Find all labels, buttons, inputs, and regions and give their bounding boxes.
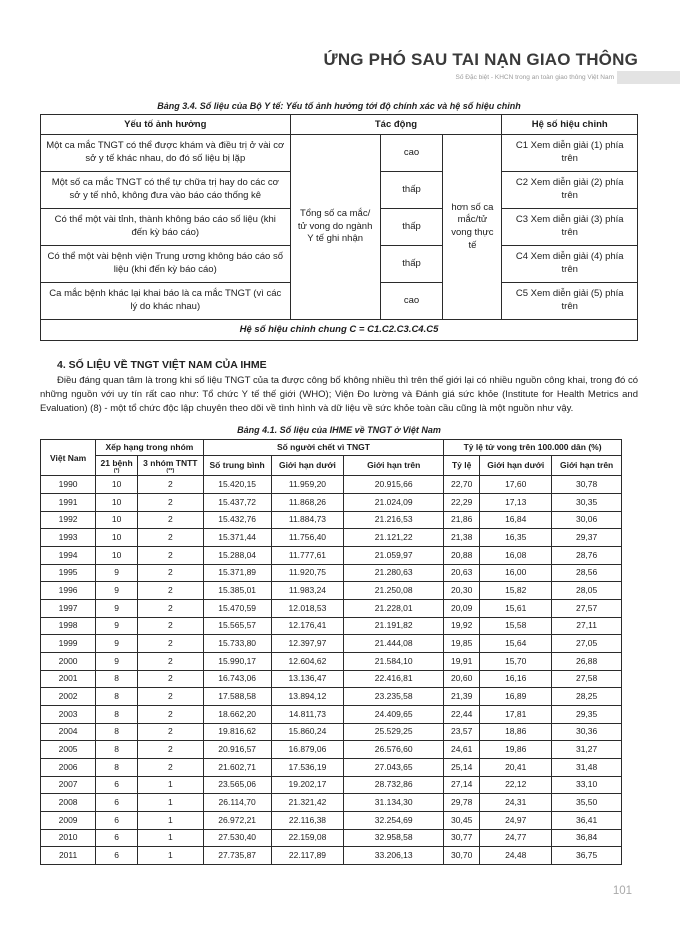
factor-cell: Một ca mắc TNGT có thể được khám và điều trị ở vài cơ sở y tế khác nhau, do đó số liệu bị lặp	[41, 135, 291, 172]
value-cell: 30,78	[552, 476, 622, 494]
value-cell: 8	[96, 723, 138, 741]
table-row	[41, 653, 622, 671]
year-cell: 2010	[41, 829, 96, 847]
table-row	[41, 547, 622, 565]
table41-group-rate: Tỷ lệ tử vong trên 100.000 dân (%)	[444, 440, 622, 456]
year-cell: 2005	[41, 741, 96, 759]
table-row	[41, 723, 622, 741]
value-cell: 16,35	[480, 529, 552, 547]
value-cell: 2	[138, 741, 204, 759]
table34-header-row	[41, 115, 638, 135]
value-cell: 16,08	[480, 547, 552, 565]
table-row	[41, 135, 638, 172]
value-cell: 15,82	[480, 582, 552, 600]
report-subtitle: Số Đặc biệt - KHCN trong an toàn giao thông Việt Nam	[455, 74, 614, 81]
year-cell: 2006	[41, 758, 96, 776]
value-cell: 18,86	[480, 723, 552, 741]
value-cell: 11.983,24	[271, 582, 344, 600]
value-cell: 9	[96, 617, 138, 635]
value-cell: 11.920,75	[271, 564, 344, 582]
value-cell: 22,70	[444, 476, 480, 494]
value-cell: 22.159,08	[271, 829, 344, 847]
value-cell: 19.816,62	[203, 723, 271, 741]
value-cell: 16.743,06	[203, 670, 271, 688]
value-cell: 8	[96, 706, 138, 724]
value-cell: 36,75	[552, 847, 622, 865]
header-label: 21 bệnh	[100, 457, 133, 468]
value-cell: 15.733,80	[203, 635, 271, 653]
value-cell: 1	[138, 847, 204, 865]
value-cell: 19,85	[444, 635, 480, 653]
value-cell: 9	[96, 653, 138, 671]
value-cell: 31,27	[552, 741, 622, 759]
value-cell: 15.860,24	[271, 723, 344, 741]
table34-header-coefficient: Hệ số hiệu chỉnh	[502, 115, 638, 135]
year-cell: 1993	[41, 529, 96, 547]
value-cell: 23.235,58	[344, 688, 444, 706]
table-row	[41, 706, 622, 724]
coefficient-cell: C2 Xem diễn giải (2) phía trên	[502, 172, 638, 209]
value-cell: 31.134,30	[344, 794, 444, 812]
value-cell: 19,92	[444, 617, 480, 635]
value-cell: 30,45	[444, 811, 480, 829]
value-cell: 21.216,53	[344, 511, 444, 529]
value-cell: 21.024,09	[344, 494, 444, 512]
value-cell: 2	[138, 494, 204, 512]
table41-group-header-row	[41, 440, 622, 456]
value-cell: 28,56	[552, 564, 622, 582]
value-cell: 21.250,08	[344, 582, 444, 600]
value-cell: 1	[138, 811, 204, 829]
header-decoration-bar	[617, 71, 680, 84]
value-cell: 16,89	[480, 688, 552, 706]
table-row	[41, 564, 622, 582]
value-cell: 27.530,40	[203, 829, 271, 847]
value-cell: 6	[96, 847, 138, 865]
value-cell: 35,50	[552, 794, 622, 812]
value-cell: 8	[96, 741, 138, 759]
value-cell: 15,58	[480, 617, 552, 635]
value-cell: 30,70	[444, 847, 480, 865]
value-cell: 17.588,58	[203, 688, 271, 706]
impact-level-cell: cao	[380, 135, 443, 172]
value-cell: 16.879,06	[271, 741, 344, 759]
value-cell: 12.176,41	[271, 617, 344, 635]
value-cell: 21.059,97	[344, 547, 444, 565]
value-cell: 1	[138, 776, 204, 794]
value-cell: 21.228,01	[344, 600, 444, 618]
report-subtitle-row	[0, 71, 680, 84]
year-cell: 2009	[41, 811, 96, 829]
year-cell: 2003	[41, 706, 96, 724]
value-cell: 6	[96, 794, 138, 812]
value-cell: 15.385,01	[203, 582, 271, 600]
table-41	[40, 439, 622, 865]
year-cell: 1997	[41, 600, 96, 618]
table-row	[41, 635, 622, 653]
value-cell: 2	[138, 670, 204, 688]
table-row	[41, 829, 622, 847]
value-cell: 22,44	[444, 706, 480, 724]
table41-header-rate: Tỷ lệ	[444, 455, 480, 476]
impact-left-cell: Tổng số ca mắc/ tử vong do ngành Y tế ghi nhận	[290, 135, 380, 320]
value-cell: 12.604,62	[271, 653, 344, 671]
table-row	[41, 758, 622, 776]
value-cell: 21.280,63	[344, 564, 444, 582]
value-cell: 32.958,58	[344, 829, 444, 847]
value-cell: 20,09	[444, 600, 480, 618]
value-cell: 2	[138, 529, 204, 547]
value-cell: 33,10	[552, 776, 622, 794]
year-cell: 1996	[41, 582, 96, 600]
value-cell: 8	[96, 670, 138, 688]
value-cell: 20.916,57	[203, 741, 271, 759]
value-cell: 23,57	[444, 723, 480, 741]
table-row	[41, 688, 622, 706]
value-cell: 9	[96, 582, 138, 600]
impact-level-cell: cao	[380, 283, 443, 320]
value-cell: 28,05	[552, 582, 622, 600]
page-content	[0, 101, 680, 865]
value-cell: 30,77	[444, 829, 480, 847]
value-cell: 2	[138, 653, 204, 671]
value-cell: 15.565,57	[203, 617, 271, 635]
value-cell: 26.972,21	[203, 811, 271, 829]
factor-cell: Ca mắc bệnh khác lại khai báo là ca mắc TNGT (vì các lý do khác nhau)	[41, 283, 291, 320]
value-cell: 19,91	[444, 653, 480, 671]
value-cell: 21,38	[444, 529, 480, 547]
table41-header-rank21	[96, 455, 138, 476]
value-cell: 19,86	[480, 741, 552, 759]
table41-title: Bảng 4.1. Số liệu của IHME về TNGT ở Việt Nam	[237, 425, 441, 436]
value-cell: 11.868,26	[271, 494, 344, 512]
table-row	[41, 617, 622, 635]
year-cell: 2007	[41, 776, 96, 794]
year-cell: 1998	[41, 617, 96, 635]
table41-header-rank3	[138, 455, 204, 476]
value-cell: 21.584,10	[344, 653, 444, 671]
value-cell: 9	[96, 635, 138, 653]
value-cell: 1	[138, 794, 204, 812]
value-cell: 6	[96, 811, 138, 829]
value-cell: 24,97	[480, 811, 552, 829]
value-cell: 15,61	[480, 600, 552, 618]
value-cell: 8	[96, 758, 138, 776]
table41-body	[41, 476, 622, 864]
coefficient-cell: C4 Xem diễn giải (4) phía trên	[502, 246, 638, 283]
value-cell: 20.915,66	[344, 476, 444, 494]
value-cell: 23.565,06	[203, 776, 271, 794]
value-cell: 2	[138, 511, 204, 529]
value-cell: 28.732,86	[344, 776, 444, 794]
value-cell: 29,35	[552, 706, 622, 724]
value-cell: 22.117,89	[271, 847, 344, 865]
value-cell: 10	[96, 476, 138, 494]
value-cell: 2	[138, 582, 204, 600]
year-cell: 1999	[41, 635, 96, 653]
value-cell: 19.202,17	[271, 776, 344, 794]
value-cell: 33.206,13	[344, 847, 444, 865]
value-cell: 15.371,89	[203, 564, 271, 582]
year-cell: 2011	[41, 847, 96, 865]
year-cell: 1995	[41, 564, 96, 582]
value-cell: 15,70	[480, 653, 552, 671]
year-cell: 2004	[41, 723, 96, 741]
value-cell: 15,64	[480, 635, 552, 653]
value-cell: 31,48	[552, 758, 622, 776]
value-cell: 2	[138, 688, 204, 706]
table-row	[41, 670, 622, 688]
value-cell: 17,81	[480, 706, 552, 724]
value-cell: 6	[96, 776, 138, 794]
value-cell: 15.420,15	[203, 476, 271, 494]
value-cell: 25.529,25	[344, 723, 444, 741]
table-row	[41, 776, 622, 794]
value-cell: 15.437,72	[203, 494, 271, 512]
value-cell: 27,57	[552, 600, 622, 618]
value-cell: 24,48	[480, 847, 552, 865]
value-cell: 27,05	[552, 635, 622, 653]
value-cell: 16,00	[480, 564, 552, 582]
table41-header-rate-upper: Giới hạn trên	[552, 455, 622, 476]
value-cell: 24,61	[444, 741, 480, 759]
value-cell: 21.121,22	[344, 529, 444, 547]
value-cell: 10	[96, 547, 138, 565]
table41-group-deaths: Số người chết vì TNGT	[203, 440, 444, 456]
table41-header-rate-lower: Giới hạn dưới	[480, 455, 552, 476]
impact-level-cell: thấp	[380, 172, 443, 209]
value-cell: 16,84	[480, 511, 552, 529]
year-cell: 2001	[41, 670, 96, 688]
value-cell: 21.444,08	[344, 635, 444, 653]
value-cell: 29,37	[552, 529, 622, 547]
value-cell: 6	[96, 829, 138, 847]
year-cell: 2002	[41, 688, 96, 706]
impact-right-cell: hơn số ca mắc/tử vong thực tế	[443, 135, 502, 320]
value-cell: 20,41	[480, 758, 552, 776]
value-cell: 26,88	[552, 653, 622, 671]
table-row	[41, 476, 622, 494]
value-cell: 20,60	[444, 670, 480, 688]
table-34	[40, 114, 638, 341]
year-cell: 2008	[41, 794, 96, 812]
value-cell: 13.894,12	[271, 688, 344, 706]
value-cell: 9	[96, 564, 138, 582]
value-cell: 15.990,17	[203, 653, 271, 671]
factor-cell: Có thể một vài tỉnh, thành không báo cáo số liệu (khi đến kỳ báo cáo)	[41, 209, 291, 246]
value-cell: 26.576,60	[344, 741, 444, 759]
value-cell: 27.043,65	[344, 758, 444, 776]
table34-footer-formula: Hệ số hiệu chỉnh chung C = C1.C2.C3.C4.C5	[41, 320, 638, 341]
coefficient-cell: C5 Xem diễn giải (5) phía trên	[502, 283, 638, 320]
value-cell: 10	[96, 511, 138, 529]
value-cell: 28,76	[552, 547, 622, 565]
value-cell: 22,29	[444, 494, 480, 512]
coefficient-cell: C3 Xem diễn giải (3) phía trên	[502, 209, 638, 246]
value-cell: 21,86	[444, 511, 480, 529]
factor-cell: Có thể một vài bệnh viện Trung ương không báo cáo số liệu (khi đến kỳ báo cáo)	[41, 246, 291, 283]
footnote-marker: (*)	[113, 467, 120, 474]
value-cell: 20,63	[444, 564, 480, 582]
report-title: ỨNG PHÓ SAU TAI NẠN GIAO THÔNG	[323, 50, 638, 69]
value-cell: 2	[138, 547, 204, 565]
year-cell: 1994	[41, 547, 96, 565]
value-cell: 1	[138, 829, 204, 847]
value-cell: 2	[138, 476, 204, 494]
year-cell: 2000	[41, 653, 96, 671]
value-cell: 2	[138, 635, 204, 653]
year-cell: 1991	[41, 494, 96, 512]
table-row	[41, 794, 622, 812]
value-cell: 21.321,42	[271, 794, 344, 812]
value-cell: 16,16	[480, 670, 552, 688]
footnote-marker: (**)	[166, 467, 175, 474]
table-row	[41, 511, 622, 529]
value-cell: 20,88	[444, 547, 480, 565]
table-row	[41, 494, 622, 512]
table-row	[41, 741, 622, 759]
table41-header-vietnam: Việt Nam	[41, 440, 96, 476]
section-heading: 4. SỐ LIỆU VỀ TNGT VIỆT NAM CỦA IHME	[57, 358, 267, 371]
value-cell: 15.432,76	[203, 511, 271, 529]
table-row	[41, 847, 622, 865]
table-row	[41, 811, 622, 829]
table34-header-impact: Tác động	[290, 115, 502, 135]
value-cell: 8	[96, 688, 138, 706]
value-cell: 2	[138, 600, 204, 618]
table41-header-upper: Giới hạn trên	[344, 455, 444, 476]
table-row	[41, 529, 622, 547]
value-cell: 11.777,61	[271, 547, 344, 565]
value-cell: 2	[138, 706, 204, 724]
value-cell: 2	[138, 723, 204, 741]
table-row	[41, 600, 622, 618]
value-cell: 15.288,04	[203, 547, 271, 565]
value-cell: 27,14	[444, 776, 480, 794]
value-cell: 25,14	[444, 758, 480, 776]
value-cell: 36,41	[552, 811, 622, 829]
value-cell: 32.254,69	[344, 811, 444, 829]
value-cell: 29,78	[444, 794, 480, 812]
value-cell: 11.884,73	[271, 511, 344, 529]
value-cell: 20,30	[444, 582, 480, 600]
year-cell: 1992	[41, 511, 96, 529]
value-cell: 14.811,73	[271, 706, 344, 724]
value-cell: 17,13	[480, 494, 552, 512]
impact-level-cell: thấp	[380, 209, 443, 246]
value-cell: 22.116,38	[271, 811, 344, 829]
value-cell: 17,60	[480, 476, 552, 494]
table41-group-rank: Xếp hạng trong nhóm	[96, 440, 203, 456]
value-cell: 2	[138, 617, 204, 635]
value-cell: 26.114,70	[203, 794, 271, 812]
value-cell: 21.191,82	[344, 617, 444, 635]
value-cell: 17.536,19	[271, 758, 344, 776]
coefficient-cell: C1 Xem diễn giải (1) phía trên	[502, 135, 638, 172]
value-cell: 15.470,59	[203, 600, 271, 618]
value-cell: 36,84	[552, 829, 622, 847]
value-cell: 13.136,47	[271, 670, 344, 688]
value-cell: 21.602,71	[203, 758, 271, 776]
factor-cell: Một số ca mắc TNGT có thể tự chữa trị hay do các cơ sở y tế nhỏ, không đưa vào báo cáo thống kê	[41, 172, 291, 209]
value-cell: 24.409,65	[344, 706, 444, 724]
table34-footer-row	[41, 320, 638, 341]
value-cell: 22.416,81	[344, 670, 444, 688]
table34-header-factor: Yếu tố ảnh hưởng	[41, 115, 291, 135]
table-row	[41, 582, 622, 600]
value-cell: 30,06	[552, 511, 622, 529]
value-cell: 11.756,40	[271, 529, 344, 547]
value-cell: 22,12	[480, 776, 552, 794]
value-cell: 9	[96, 600, 138, 618]
value-cell: 15.371,44	[203, 529, 271, 547]
table34-title: Bảng 3.4. Số liệu của Bộ Y tế: Yếu tố ảnh hưởng tới độ chính xác và hệ số hiệu chỉnh	[157, 101, 521, 111]
value-cell: 27,58	[552, 670, 622, 688]
value-cell: 30,35	[552, 494, 622, 512]
value-cell: 27,11	[552, 617, 622, 635]
year-cell: 1990	[41, 476, 96, 494]
value-cell: 2	[138, 758, 204, 776]
table41-header-lower: Giới hạn dưới	[271, 455, 344, 476]
value-cell: 28,25	[552, 688, 622, 706]
value-cell: 21,39	[444, 688, 480, 706]
value-cell: 12.397,97	[271, 635, 344, 653]
value-cell: 27.735,87	[203, 847, 271, 865]
page-header	[0, 0, 680, 84]
value-cell: 24,31	[480, 794, 552, 812]
value-cell: 2	[138, 564, 204, 582]
value-cell: 30,36	[552, 723, 622, 741]
impact-level-cell: thấp	[380, 246, 443, 283]
value-cell: 11.959,20	[271, 476, 344, 494]
value-cell: 10	[96, 529, 138, 547]
table41-header-mean: Số trung bình	[203, 455, 271, 476]
value-cell: 18.662,20	[203, 706, 271, 724]
table41-sub-header-row	[41, 455, 622, 476]
page-number: 101	[612, 885, 632, 897]
header-label: 3 nhóm TNTT	[143, 457, 198, 468]
value-cell: 10	[96, 494, 138, 512]
value-cell: 24,77	[480, 829, 552, 847]
section-paragraph: Điều đáng quan tâm là trong khi số liệu TNGT của ta được công bố không nhiều thì trên thế giới lại có nhiều nguồn công khai, trong đó có những nguồn với uy tín rất cao như: Tổ chức Y tế thế giới (WHO); Viện Đo lường và Đánh giá sức khỏe (Institute for Health Metrics and Evaluation) (8) - một tổ chức độc lập chuyên theo dõi về tình hình và dữ liệu về sức khỏe toàn cầu cũng là một nguồn như vậy.	[40, 374, 638, 415]
value-cell: 12.018,53	[271, 600, 344, 618]
